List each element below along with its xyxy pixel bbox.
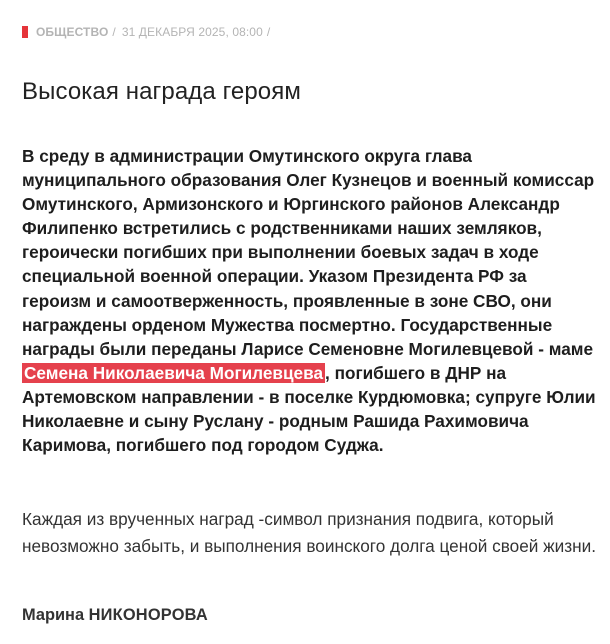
highlighted-name: Семена Николаевича Могилевцева	[24, 362, 324, 383]
article-author	[22, 606, 208, 625]
author-last-name: НИКОНОРОВА	[88, 606, 208, 624]
article-paragraph: Каждая из врученных наград -символ признания подвига, который невозможно забыть, и выполнения воинского долга ценой своей жизни.	[22, 509, 597, 556]
lead-text-start: В среду в администрации Омутинского округа глава муниципального образования Олег Кузнецов и военный комиссар Омутинского, Армизонского и Юргинского районов Александр Филипенко встретились с родственниками наших земляков, героически погибших при выполнении боевых задач в ходе специальной военной операции. Указом Президента РФ за героизм и самоотверженность, проявленные в зоне СВО, они награждены орденом Мужества посмертно. Государственные награды были переданы Ларисе Семеновне Могилевцевой - маме	[22, 146, 595, 359]
publish-date: 31 ДЕКАБРЯ 2025, 08:00	[121, 25, 263, 39]
meta-separator-trailing: /	[266, 25, 271, 39]
article-lead	[22, 144, 600, 457]
article-title: Высокая награда героям	[22, 78, 301, 105]
category-link[interactable]: ОБЩЕСТВО	[36, 25, 109, 39]
category-marker	[22, 26, 28, 38]
author-first-name: Марина	[22, 606, 85, 624]
meta-separator: /	[112, 25, 116, 39]
lead-text-end: , погибшего в ДНР на Артемовском направлении - в поселке Курдюмовка; супруге Юлии Николаевне и сыну Руслану - родным Рашида Рахимовича Каримова, погибшего под городом Суджа.	[22, 362, 596, 456]
article-meta	[22, 24, 276, 40]
